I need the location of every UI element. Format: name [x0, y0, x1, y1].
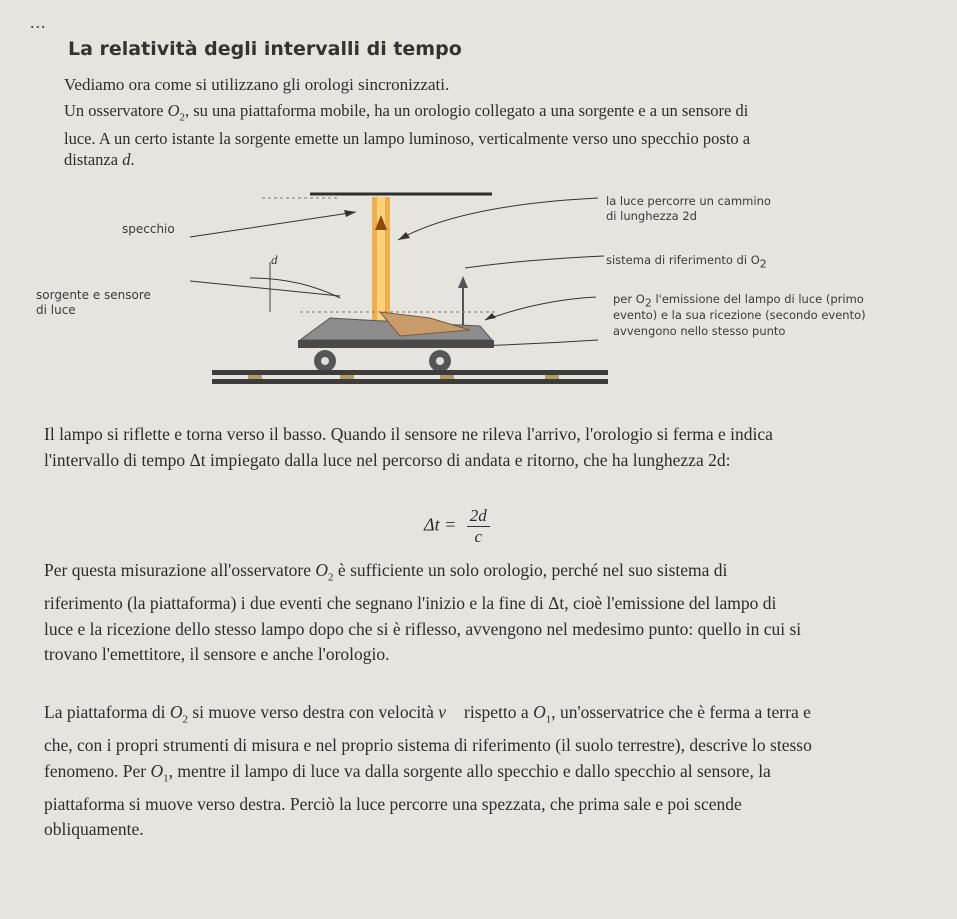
note-path: la luce percorre un cammino	[606, 194, 771, 208]
single-clock-paragraph: Per questa misurazione all'osservatore $O_2$ è sufficiente un solo orologio, perché nel suo sistema di riferimento (la piattaforma) i due eventi che segnano l'inizio e la fine di Δt, cioè l'emissione del lampo di luce e la ricezione dello stesso lampo dopo che si è riflesso, avvengono nel medesimo punto: quello in cui si trovano l'emettitore, il sensore e anche l'orologio.	[44, 560, 802, 664]
formula-denominator: c	[474, 527, 482, 546]
reflection-paragraph: Il lampo si riflette e torna verso il basso. Quando il sensore ne rileva l'arrivo, l'orologio si ferma e indica l'intervallo di tempo Δt impiegato dalla luce nel percorso di andata e ritorno, che ha lunghezza 2d:	[44, 424, 773, 470]
note-events: per $O_2$ l'emissione del lampo di luce (primo	[613, 292, 864, 310]
note-frame: sistema di riferimento di $O_2$	[606, 253, 767, 271]
time-interval-formula	[424, 506, 490, 547]
setup-paragraph: Un osservatore $O_2$, su una piattaforma mobile, ha un orologio collegato a una sorgente e a un sensore di luce. A un certo istante la sorgente emette un lampo luminoso, verticalmente verso uno specchio posto a distanza d.	[64, 101, 751, 170]
rail-top	[212, 370, 608, 375]
section-title: La relatività degli intervalli di tempo	[68, 38, 462, 60]
formula-lhs: Δt =	[424, 514, 461, 535]
label-distance: d	[271, 252, 278, 267]
note-path-cont: di lunghezza 2d	[606, 209, 697, 223]
page-top-marker: ...	[30, 12, 47, 32]
label-source: sorgente e sensore	[36, 288, 151, 302]
intro-paragraph: Vediamo ora come si utilizzano gli orologi sincronizzati.	[64, 75, 450, 94]
rail-bottom	[212, 379, 608, 384]
label-source-cont: di luce	[36, 303, 76, 317]
note-events-cont: evento) e la sua ricezione (secondo evento)	[613, 308, 866, 322]
formula-fraction	[467, 506, 490, 547]
moving-platform-paragraph: La piattaforma di $O_2$ si muove verso destra con velocità v⃗ rispetto a $O_1$, un'osservatrice che è ferma a terra e che, con i propri strumenti di misura e nel proprio sistema di riferimento (il suolo terrestre), descrive lo stesso fenomeno. Per $O_1$, mentre il lampo di luce va dalla sorgente allo specchio e dallo specchio al sensore, la piattaforma si muove verso destra. Perciò la luce percorre una spezzata, che prima sale e poi scende obliquamente.	[44, 702, 812, 839]
label-mirror: specchio	[122, 222, 175, 236]
note-events-end: avvengono nello stesso punto	[613, 324, 786, 338]
formula-numerator: 2d	[467, 506, 490, 527]
cart-platform	[298, 340, 494, 348]
